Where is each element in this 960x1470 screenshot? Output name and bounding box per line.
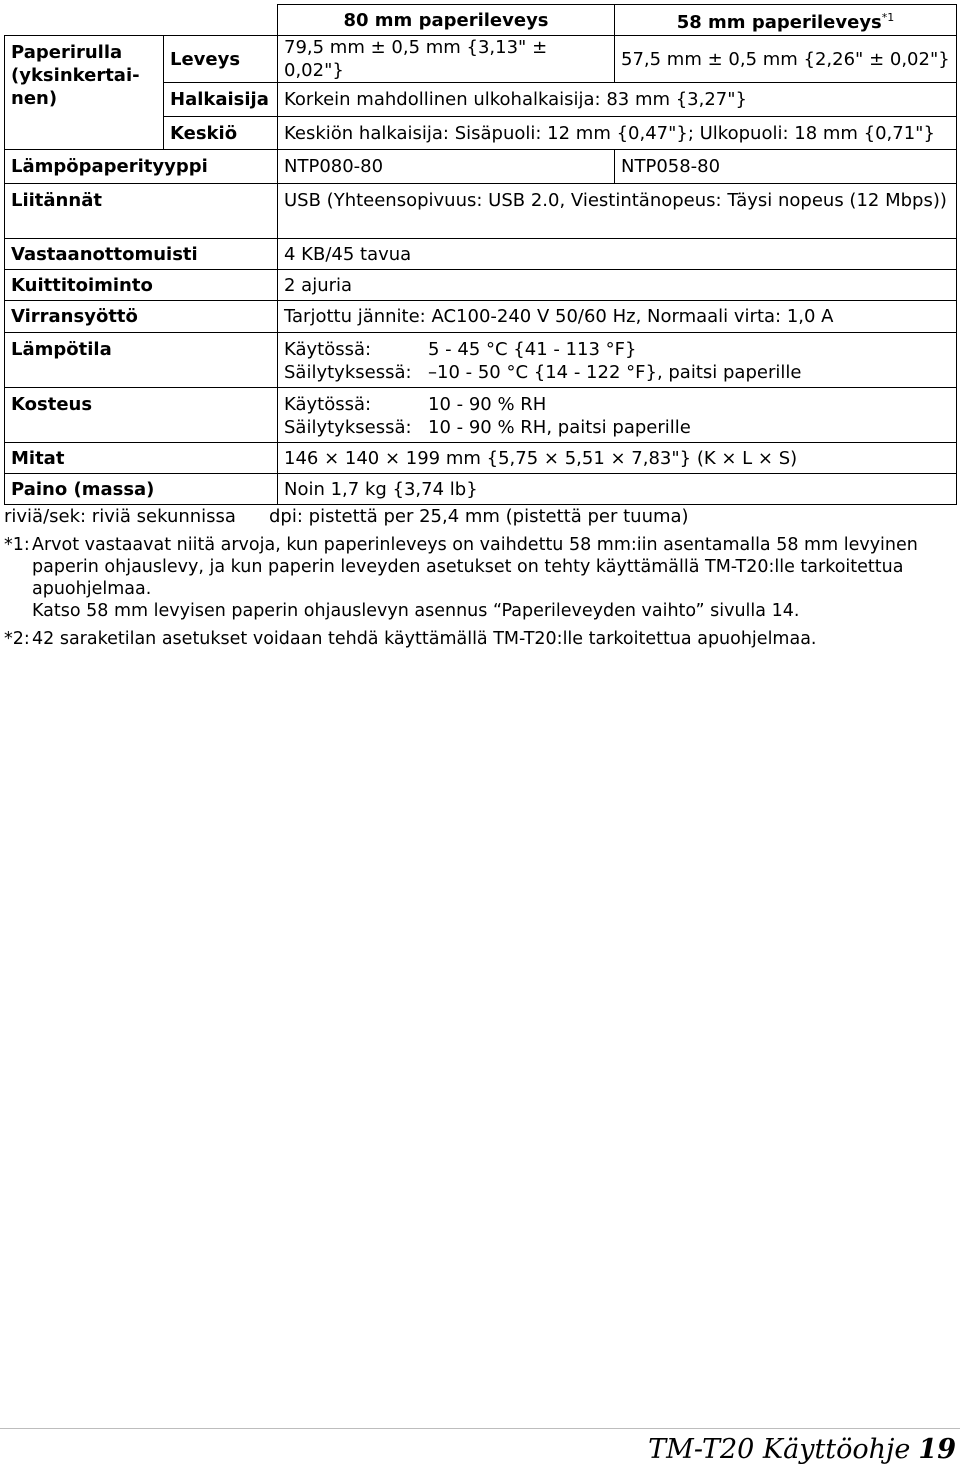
row-label-temperature: Lämpötila <box>5 333 278 388</box>
footnote-2-mark: *2: <box>4 629 30 649</box>
footer-title: TM-T20 Käyttöohje <box>648 1434 911 1465</box>
temperature-operating <box>284 338 950 361</box>
value-width-58: 57,5 mm ± 0,5 mm {2,26" ± 0,02"} <box>615 36 957 83</box>
humidity-operating <box>284 393 950 416</box>
value-diameter: Korkein mahdollinen ulkohalkaisija: 83 mm {3,27"} <box>278 83 957 117</box>
header-80mm-text: 80 mm paperileveys <box>343 9 549 31</box>
row-label-weight: Paino (massa) <box>5 474 278 505</box>
header-58mm <box>615 5 957 36</box>
header-80mm <box>278 5 615 36</box>
table-row <box>5 270 957 301</box>
page-number: 19 <box>918 1434 956 1465</box>
temperature-storage-label: Säilytyksessä: <box>284 362 412 383</box>
row-label-buffer: Vastaanottomuisti <box>5 239 278 270</box>
temperature-operating-label: Käytössä: <box>284 339 372 360</box>
row-sublabel-width: Leveys <box>164 36 278 83</box>
temperature-operating-value: 5 - 45 °C {41 - 113 °F} <box>428 339 637 360</box>
footnote-1-text: Arvot vastaavat niitä arvoja, kun paperinleveys on vaihdettu 58 mm:iin asentamalla 58 mm levyinen paperin ohjauslevy, ja kun paperin leveyden asetukset on tehty käyttämällä TM-T20:lle tarkoitettua apuohjelmaa. <box>32 535 918 599</box>
table-row <box>5 443 957 474</box>
value-receipt: 2 ajuria <box>278 270 957 301</box>
humidity-storage <box>284 416 950 439</box>
footer-divider <box>0 1428 960 1429</box>
temperature-storage <box>284 361 950 384</box>
abbreviation-lps: riviä/sek: riviä sekunnissa <box>4 506 236 527</box>
footnote-2-text: 42 saraketilan asetukset voidaan tehdä käyttämällä TM-T20:lle tarkoitettua apuohjelmaa. <box>32 629 817 649</box>
row-label-receipt: Kuittitoiminto <box>5 270 278 301</box>
row-label-paper-roll: Paperirulla (yksinkertai-nen) <box>5 36 164 150</box>
row-label-humidity: Kosteus <box>5 388 278 443</box>
value-core: Keskiön halkaisija: Sisäpuoli: 12 mm {0,47"}; Ulkopuoli: 18 mm {0,71"} <box>278 117 957 150</box>
table-row <box>5 333 957 388</box>
humidity-operating-value: 10 - 90 % RH <box>428 394 547 415</box>
row-sublabel-diameter: Halkaisija <box>164 83 278 117</box>
table-row <box>5 184 957 239</box>
humidity-operating-label: Käytössä: <box>284 394 372 415</box>
humidity-storage-label: Säilytyksessä: <box>284 417 412 438</box>
value-humidity <box>278 388 957 443</box>
footnote-2 <box>4 628 956 650</box>
table-row <box>5 36 957 83</box>
value-dimensions: 146 × 140 × 199 mm {5,75 × 5,51 × 7,83"} (K × L × S) <box>278 443 957 474</box>
table-header-row <box>5 5 957 36</box>
footnote-1-mark: *1: <box>4 535 30 555</box>
spec-table <box>4 4 957 505</box>
footnote-1-reference: Katso 58 mm levyisen paperin ohjauslevyn asennus “Paperileveyden vaihto” sivulla 14. <box>32 601 800 621</box>
humidity-storage-value: 10 - 90 % RH, paitsi paperille <box>428 417 691 438</box>
page-footer <box>648 1434 956 1465</box>
table-row <box>5 301 957 333</box>
table-row <box>5 474 957 505</box>
row-sublabel-core: Keskiö <box>164 117 278 150</box>
row-label-power: Virransyöttö <box>5 301 278 333</box>
value-thermal-80: NTP080-80 <box>278 150 615 184</box>
value-weight: Noin 1,7 kg {3,74 lb} <box>278 474 957 505</box>
row-label-dimensions: Mitat <box>5 443 278 474</box>
row-label-interfaces: Liitännät <box>5 184 278 239</box>
empty-header-cell <box>5 5 164 36</box>
table-row <box>5 239 957 270</box>
value-interfaces: USB (Yhteensopivuus: USB 2.0, Viestintänopeus: Täysi nopeus (12 Mbps)) <box>278 184 957 239</box>
value-power: Tarjottu jännite: AC100-240 V 50/60 Hz, Normaali virta: 1,0 A <box>278 301 957 333</box>
temperature-storage-value: –10 - 50 °C {14 - 122 °F}, paitsi paperille <box>428 362 802 383</box>
header-58mm-text: 58 mm paperileveys <box>676 12 882 33</box>
value-buffer: 4 KB/45 tavua <box>278 239 957 270</box>
table-row <box>5 388 957 443</box>
table-row <box>5 150 957 184</box>
abbreviation-dpi: dpi: pistettä per 25,4 mm (pistettä per tuuma) <box>269 506 689 527</box>
footnotes <box>4 534 956 650</box>
value-width-80: 79,5 mm ± 0,5 mm {3,13" ± 0,02"} <box>278 36 615 83</box>
empty-header-cell <box>164 5 278 36</box>
row-label-thermal-paper: Lämpöpaperityyppi <box>5 150 278 184</box>
footnote-ref-1: *1 <box>881 11 895 24</box>
value-temperature <box>278 333 957 388</box>
abbreviations <box>4 506 689 527</box>
value-thermal-58: NTP058-80 <box>615 150 957 184</box>
footnote-1 <box>4 534 956 622</box>
